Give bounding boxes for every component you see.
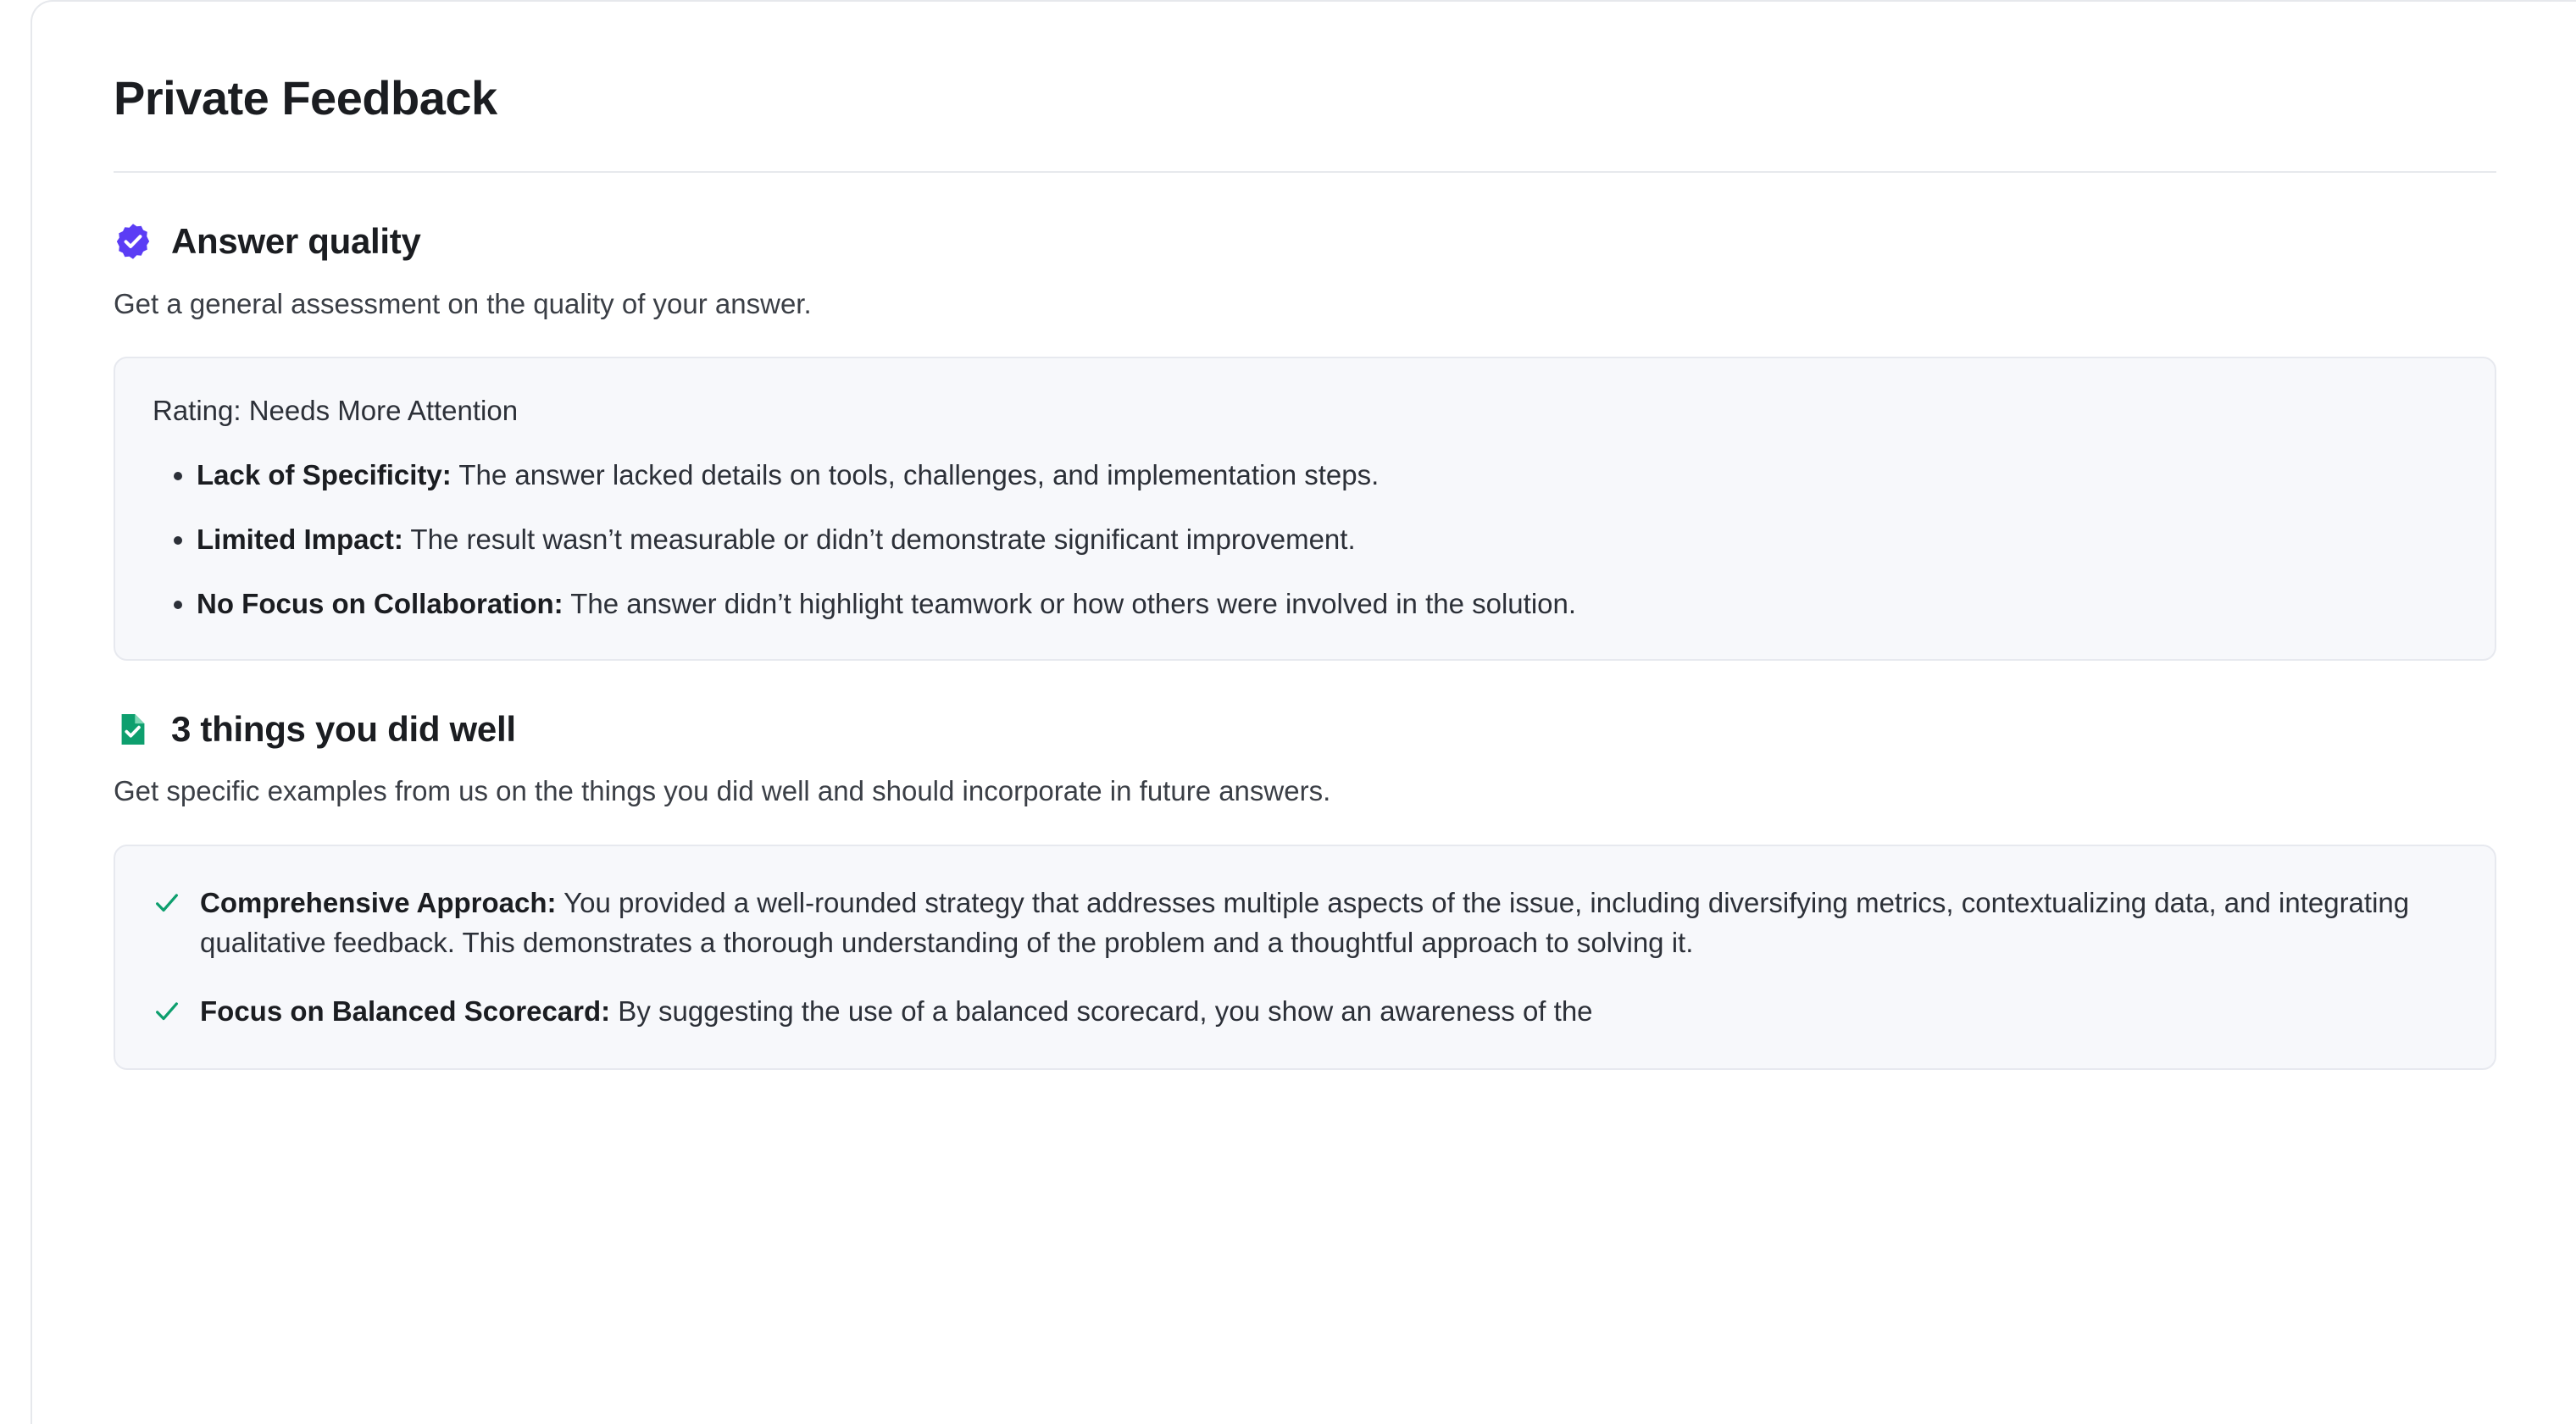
bullet-lead: No Focus on Collaboration: [197, 588, 564, 620]
list-item [153, 992, 2457, 1033]
section-title: 3 things you did well [171, 709, 516, 750]
section-header [114, 222, 2495, 261]
page-title: Private Feedback [114, 71, 497, 125]
bullet-lead: Lack of Specificity: [197, 458, 452, 490]
item-lead: Comprehensive Approach: [200, 886, 557, 918]
list-item [197, 520, 2457, 559]
check-icon [153, 997, 181, 1033]
did-well-text [200, 884, 2437, 963]
page-surface [31, 0, 2576, 1424]
bullet-text: The answer didn’t highlight teamwork or how others were involved in the solution. [563, 588, 1577, 620]
item-body: By suggesting the use of a balanced scorecard, you show an awareness of the [610, 995, 1593, 1027]
bullet-text: The answer lacked details on tools, challenges, and implementation steps. [451, 458, 1380, 490]
item-lead: Focus on Balanced Scorecard: [200, 995, 611, 1027]
bullet-text: The result wasn’t measurable or didn’t demonstrate significant improvement. [402, 523, 1356, 555]
did-well-text [200, 992, 1593, 1032]
list-item [197, 585, 2457, 623]
answer-quality-bullet-list [153, 456, 2457, 624]
did-well-list [153, 884, 2457, 1033]
feedback-content [32, 2, 2576, 1070]
list-item [197, 456, 2457, 495]
document-check-icon [114, 710, 153, 749]
rating-label: Rating: Needs More Attention [153, 395, 519, 427]
title-divider [114, 171, 2496, 173]
verified-check-badge-icon [114, 222, 153, 261]
section-subtitle: Get a general assessment on the quality of your answer. [114, 287, 812, 319]
check-icon [153, 889, 181, 924]
section-title: Answer quality [171, 221, 421, 262]
section-header [114, 710, 2495, 749]
list-item [153, 884, 2457, 963]
bullet-lead: Limited Impact: [197, 523, 403, 555]
section-answer-quality [114, 222, 2495, 661]
answer-quality-card [114, 357, 2496, 661]
section-subtitle: Get specific examples from us on the things you did well and should incorporate in future answers. [114, 775, 1331, 807]
did-well-card [114, 845, 2496, 1070]
item-body: You provided a well-rounded strategy that addresses multiple aspects of the issue, including diversifying metrics, contextualizing data, and integrating qualitative feedback. This demonstrates a thorough understanding of the problem and a thoughtful approach to solving it. [200, 886, 2410, 958]
section-things-you-did-well [114, 710, 2495, 1069]
